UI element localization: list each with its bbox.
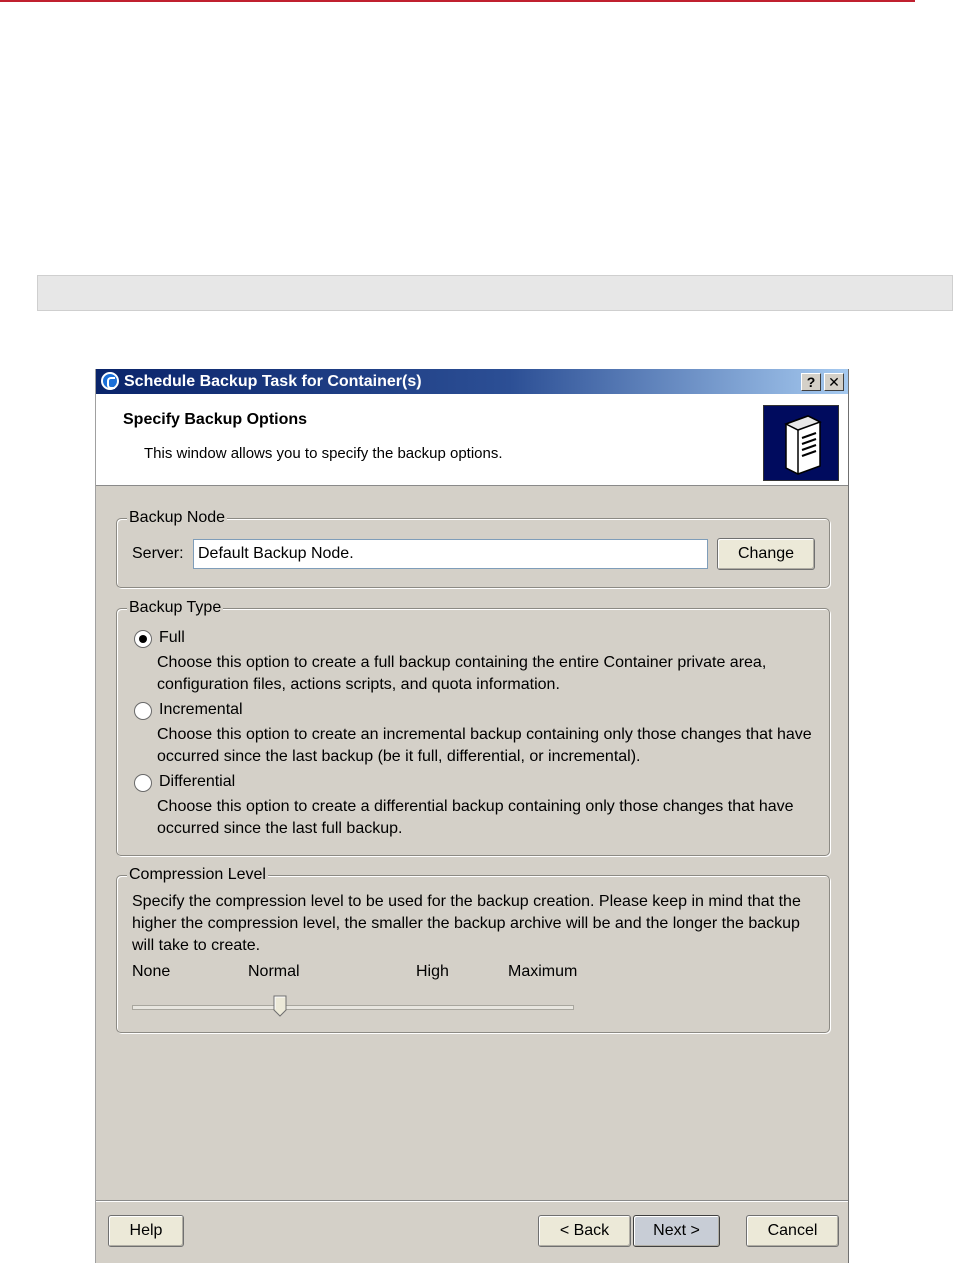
full-label[interactable]: Full — [159, 629, 185, 646]
differential-radio[interactable] — [134, 774, 152, 792]
backup-type-legend: Backup Type — [129, 599, 222, 616]
full-desc-line2: configuration files, actions scripts, and quota information. — [157, 676, 560, 693]
server-input[interactable]: Default Backup Node. — [193, 539, 708, 569]
level-none-label: None — [132, 963, 171, 980]
backup-dialog — [95, 369, 849, 1263]
dialog-title: Schedule Backup Task for Container(s) — [124, 373, 422, 390]
level-maximum-label: Maximum — [508, 963, 578, 980]
compression-desc-line2: higher the compression level, the smaller the backup archive will be and the longer the backup — [132, 915, 800, 932]
server-label: Server: — [132, 545, 184, 562]
compression-slider-thumb[interactable] — [273, 995, 287, 1017]
full-radio[interactable] — [134, 630, 152, 648]
incremental-label[interactable]: Incremental — [159, 701, 243, 718]
dialog-header — [96, 394, 848, 486]
page-subtitle: This window allows you to specify the backup options. — [144, 445, 503, 462]
next-button[interactable]: Next > — [633, 1215, 720, 1247]
header-band — [37, 275, 953, 311]
backup-type-group — [116, 599, 830, 856]
compression-desc-line1: Specify the compression level to be used for the backup creation. Please keep in mind that the — [132, 893, 801, 910]
footer-divider — [96, 1200, 848, 1202]
help-button[interactable]: Help — [108, 1215, 184, 1247]
incremental-radio[interactable] — [134, 702, 152, 720]
differential-desc-line1: Choose this option to create a differential backup containing only those changes that have — [157, 798, 794, 815]
compression-desc-line3: will take to create. — [132, 937, 261, 954]
differential-desc-line2: occurred since the last full backup. — [157, 820, 403, 837]
compression-slider-track[interactable] — [132, 1005, 574, 1010]
full-desc-line1: Choose this option to create a full backup containing the entire Container private area, — [157, 654, 767, 671]
compression-group — [116, 866, 830, 1033]
compression-legend: Compression Level — [129, 866, 266, 883]
dialog-titlebar[interactable] — [96, 369, 848, 394]
close-button[interactable]: ✕ — [824, 373, 844, 391]
cancel-button[interactable]: Cancel — [746, 1215, 839, 1247]
server-icon — [763, 405, 839, 481]
top-divider — [0, 0, 915, 2]
level-high-label: High — [416, 963, 449, 980]
incremental-desc-line1: Choose this option to create an incremental backup containing only those changes that have — [157, 726, 812, 743]
backup-node-legend: Backup Node — [129, 509, 226, 526]
backup-node-group — [116, 509, 830, 588]
app-icon — [101, 372, 119, 390]
change-button[interactable]: Change — [717, 538, 815, 570]
differential-label[interactable]: Differential — [159, 773, 236, 790]
incremental-desc-line2: occurred since the last backup (be it full, differential, or incremental). — [157, 748, 641, 765]
level-normal-label: Normal — [248, 963, 300, 980]
page-title: Specify Backup Options — [123, 411, 308, 428]
back-button[interactable]: < Back — [538, 1215, 631, 1247]
help-title-button[interactable]: ? — [801, 373, 821, 391]
